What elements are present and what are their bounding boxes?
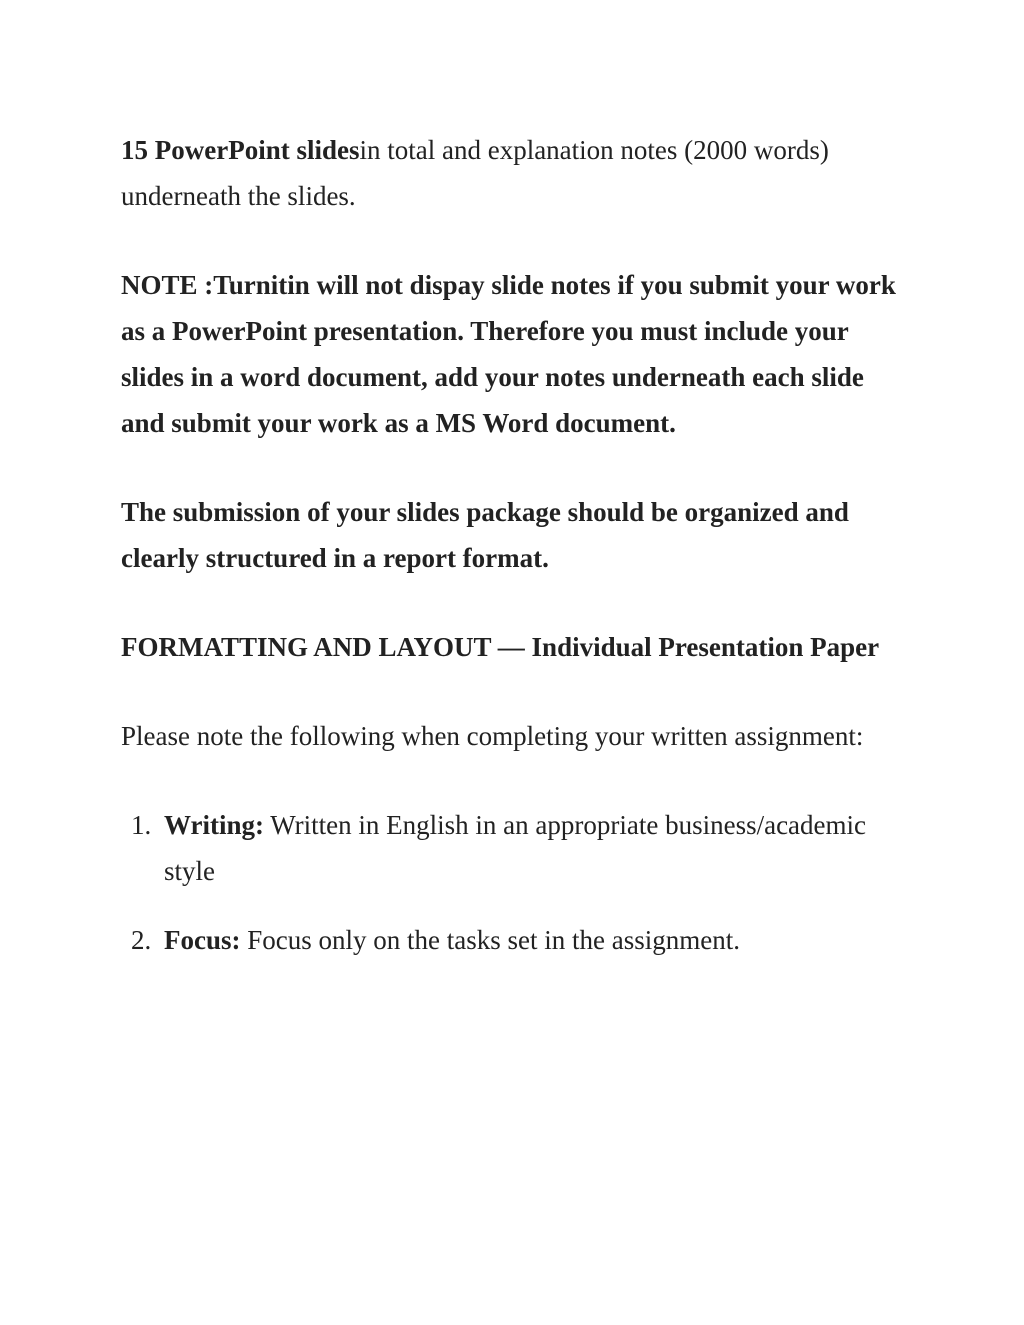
list-text: Focus only on the tasks set in the assignment. bbox=[240, 925, 740, 955]
intro-rest: in total and explanation notes (2000 words) underneath the slides. bbox=[121, 135, 829, 211]
intro-paragraph bbox=[121, 127, 911, 219]
document-body bbox=[121, 127, 911, 986]
list-item-focus bbox=[121, 917, 911, 963]
please-note-paragraph: Please note the following when completing your written assignment: bbox=[121, 721, 864, 751]
note-paragraph: NOTE :Turnitin will not dispay slide notes if you submit your work as a PowerPoint presentation. Therefore you must include your slides in a word document, add your notes underneath each slide and submit your work as a MS Word document. bbox=[121, 270, 896, 438]
list-item-writing bbox=[121, 802, 911, 894]
list-text: Written in English in an appropriate business/academic style bbox=[164, 810, 867, 886]
intro-bold: 15 PowerPoint slides bbox=[121, 135, 360, 165]
requirements-list bbox=[121, 802, 911, 963]
list-number: 1. bbox=[131, 810, 152, 840]
list-label: Focus: bbox=[164, 925, 241, 955]
submission-paragraph: The submission of your slides package should be organized and clearly structured in a report format. bbox=[121, 497, 849, 573]
list-label: Writing: bbox=[164, 810, 264, 840]
list-number: 2. bbox=[131, 925, 152, 955]
section-heading: FORMATTING AND LAYOUT — Individual Presentation Paper bbox=[121, 632, 880, 662]
